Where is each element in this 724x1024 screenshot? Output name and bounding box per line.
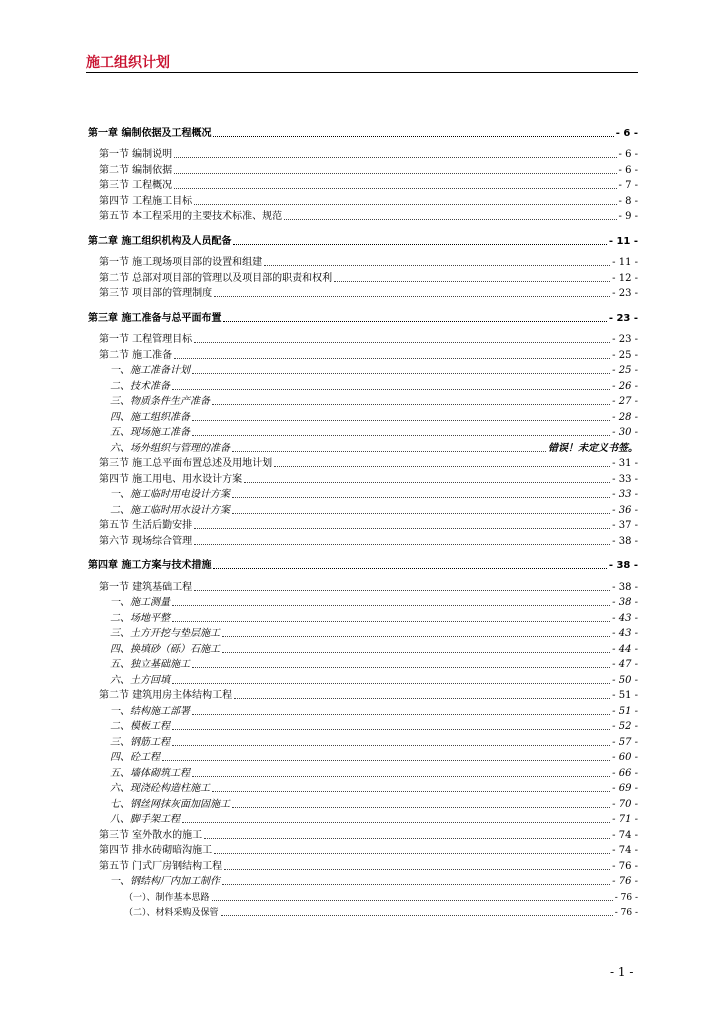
toc-leader-dots	[334, 281, 610, 282]
toc-entry-label: 第二章 施工组织机构及人员配备	[88, 235, 232, 247]
toc-entry-page: - 38 -	[612, 535, 638, 547]
toc-leader-dots	[204, 838, 610, 839]
toc-leader-dots	[192, 435, 610, 436]
toc-entry-page: - 60 -	[612, 752, 638, 763]
toc-leader-dots	[233, 244, 606, 245]
toc-entry-label: 六、场外组织与管理的准备	[110, 442, 230, 454]
toc-entry-page: - 33 -	[612, 473, 638, 485]
toc-leader-dots	[224, 869, 610, 870]
toc-entry-page: - 38 -	[608, 560, 638, 571]
toc-entry-page: - 8 -	[618, 195, 638, 207]
toc-leader-dots	[212, 791, 610, 792]
toc-entry-label: 一、钢结构厂内加工制作	[110, 876, 220, 887]
toc-entry-sub[interactable]	[88, 439, 638, 455]
toc-entry-page: - 25 -	[612, 365, 638, 376]
toc-entry-label: 第一节 施工现场项目部的设置和组建	[99, 257, 263, 268]
toc-leader-dots	[214, 853, 610, 854]
toc-entry-sub[interactable]	[88, 749, 638, 765]
toc-entry-page: - 30 -	[612, 427, 638, 438]
toc-entry-sub[interactable]	[88, 594, 638, 610]
toc-entry-section[interactable]	[88, 687, 638, 703]
toc-leader-dots	[174, 157, 616, 158]
toc-entry-page: - 47 -	[612, 659, 638, 670]
toc-entry-label: 五、现场施工准备	[110, 427, 190, 438]
toc-entry-label: 四、换填砂（砾）石施工	[110, 643, 220, 655]
toc-entry-page: - 43 -	[612, 628, 638, 639]
toc-entry-sub[interactable]	[88, 393, 638, 409]
toc-leader-dots	[172, 621, 610, 622]
toc-entry-label: 一、结构施工部署	[110, 705, 190, 717]
toc-leader-dots	[222, 652, 610, 653]
toc-entry-section[interactable]	[88, 177, 638, 193]
toc-leader-dots	[264, 265, 610, 266]
toc-entry-label: （一）、制作基本思路	[124, 892, 210, 903]
toc-entry-section[interactable]	[88, 331, 638, 347]
toc-entry-subsub[interactable]	[88, 904, 638, 920]
toc-entry-label: 一、施工临时用电设计方案	[110, 489, 230, 500]
toc-entry-section[interactable]	[88, 254, 638, 270]
toc-entry-page: - 11 -	[608, 235, 638, 247]
toc-entry-label: 五、独立基础施工	[110, 659, 190, 670]
toc-entry-page: - 66 -	[612, 767, 638, 779]
toc-leader-dots	[194, 528, 610, 529]
toc-entry-page: - 7 -	[618, 180, 638, 191]
toc-entry-page: - 76 -	[614, 892, 638, 903]
toc-leader-dots	[221, 915, 613, 916]
toc-entry-label: 第一节 编制说明	[99, 149, 173, 160]
toc-entry-page: - 12 -	[612, 272, 638, 284]
toc-entry-page: - 38 -	[612, 581, 638, 593]
toc-leader-dots	[172, 745, 610, 746]
toc-entry-label: 六、现浇砼构造柱施工	[110, 783, 210, 794]
toc-entry-label: 第三节 室外散水的施工	[99, 829, 203, 841]
toc-entry-sub[interactable]	[88, 733, 638, 749]
toc-entry-label: 第一章 编制依据及工程概况	[88, 127, 212, 139]
toc-entry-label: 一、施工测量	[110, 597, 170, 608]
toc-entry-page: - 36 -	[612, 504, 638, 516]
toc-entry-label: 第一节 工程管理目标	[99, 334, 193, 345]
toc-entry-error-text: 错误！未定义书签。	[548, 442, 638, 454]
toc-entry-sub[interactable]	[88, 424, 638, 440]
toc-entry-label: 二、模板工程	[110, 721, 170, 732]
toc-leader-dots	[162, 760, 610, 761]
toc-entry-chapter[interactable]	[88, 124, 638, 140]
toc-entry-sub[interactable]	[88, 486, 638, 502]
toc-entry-section[interactable]	[88, 857, 638, 873]
toc-entry-label: 第六节 现场综合管理	[99, 535, 193, 547]
toc-entry-sub[interactable]	[88, 362, 638, 378]
toc-entry-page: - 27 -	[612, 396, 638, 407]
toc-entry-section[interactable]	[88, 532, 638, 548]
toc-leader-dots	[172, 729, 610, 730]
toc-entry-section[interactable]	[88, 269, 638, 285]
toc-entry-sub[interactable]	[88, 764, 638, 780]
toc-entry-page: - 6 -	[615, 127, 638, 139]
toc-entry-page: - 6 -	[618, 149, 638, 160]
toc-entry-sub[interactable]	[88, 377, 638, 393]
toc-leader-dots	[192, 714, 610, 715]
toc-leader-dots	[174, 188, 616, 189]
toc-entry-section[interactable]	[88, 470, 638, 486]
toc-entry-label: 第三节 施工总平面布置总述及用地计划	[99, 458, 273, 469]
toc-entry-section[interactable]	[88, 842, 638, 858]
toc-entry-page: - 70 -	[612, 798, 638, 810]
toc-entry-page: - 57 -	[612, 736, 638, 748]
toc-leader-dots	[222, 636, 610, 637]
toc-entry-label: 四、砼工程	[110, 752, 160, 763]
toc-leader-dots	[213, 136, 613, 137]
toc-entry-sub[interactable]	[88, 702, 638, 718]
toc-leader-dots	[172, 389, 610, 390]
toc-entry-page: - 28 -	[612, 411, 638, 423]
toc-entry-page: - 76 -	[614, 908, 638, 918]
toc-entry-page: - 74 -	[612, 829, 638, 841]
toc-entry-label: 第三节 工程概况	[99, 180, 173, 191]
toc-entry-page: - 31 -	[612, 458, 638, 469]
toc-entry-label: 第二节 施工准备	[99, 349, 173, 361]
toc-entry-label: 三、钢筋工程	[110, 736, 170, 748]
toc-entry-label: 五、墙体砌筑工程	[110, 767, 190, 779]
toc-leader-dots	[214, 296, 610, 297]
toc-entry-label: 二、技术准备	[110, 380, 170, 392]
toc-entry-page: - 71 -	[612, 814, 638, 825]
toc-entry-label: 第五节 本工程采用的主要技术标准、规范	[99, 211, 283, 222]
toc-leader-dots	[174, 358, 610, 359]
toc-leader-dots	[284, 219, 616, 220]
toc-entry-page: - 51 -	[612, 690, 638, 701]
table-of-contents	[88, 124, 638, 919]
toc-entry-page: - 52 -	[612, 721, 638, 732]
toc-leader-dots	[194, 590, 610, 591]
toc-entry-page: - 69 -	[612, 783, 638, 794]
toc-entry-label: 一、施工准备计划	[110, 365, 190, 376]
toc-entry-section[interactable]	[88, 161, 638, 177]
page-header-title: 施工组织计划	[86, 55, 170, 71]
toc-leader-dots	[274, 466, 610, 467]
toc-leader-dots	[194, 544, 610, 545]
toc-entry-label: 二、场地平整	[110, 612, 170, 624]
toc-leader-dots	[212, 404, 610, 405]
toc-leader-dots	[223, 321, 606, 322]
toc-entry-section[interactable]	[88, 146, 638, 162]
toc-entry-section[interactable]	[88, 346, 638, 362]
toc-entry-label: 四、施工组织准备	[110, 411, 190, 423]
toc-entry-label: 第四节 工程施工目标	[99, 195, 193, 207]
toc-entry-label: 二、施工临时用水设计方案	[110, 504, 230, 516]
toc-entry-label: 八、脚手架工程	[110, 814, 180, 825]
toc-entry-label: 第三节 项目部的管理制度	[99, 288, 213, 299]
toc-entry-label: 第五节 生活后勤安排	[99, 520, 193, 531]
toc-entry-section[interactable]	[88, 285, 638, 301]
toc-entry-label: （二）、材料采购及保管	[124, 908, 219, 918]
toc-entry-chapter[interactable]	[88, 309, 638, 325]
toc-entry-page: - 26 -	[612, 380, 638, 392]
toc-leader-dots	[174, 173, 616, 174]
toc-entry-page: - 37 -	[612, 520, 638, 531]
toc-entry-sub[interactable]	[88, 671, 638, 687]
toc-entry-label: 第四节 排水砖砌暗沟施工	[99, 845, 213, 856]
toc-entry-page: - 50 -	[612, 674, 638, 686]
toc-entry-page: - 23 -	[612, 288, 638, 299]
toc-entry-label: 三、土方开挖与垫层施工	[110, 628, 220, 639]
toc-entry-section[interactable]	[88, 578, 638, 594]
toc-entry-page: - 11 -	[612, 257, 638, 268]
toc-entry-sub[interactable]	[88, 656, 638, 672]
toc-leader-dots	[232, 807, 610, 808]
header-divider	[86, 72, 638, 73]
toc-entry-sub[interactable]	[88, 501, 638, 517]
toc-leader-dots	[232, 513, 610, 514]
toc-leader-dots	[234, 698, 610, 699]
toc-entry-section[interactable]	[88, 455, 638, 471]
toc-leader-dots	[244, 482, 610, 483]
toc-entry-chapter[interactable]	[88, 232, 638, 248]
toc-entry-page: - 9 -	[618, 211, 638, 222]
toc-leader-dots	[194, 342, 610, 343]
toc-leader-dots	[192, 667, 610, 668]
toc-entry-section[interactable]	[88, 826, 638, 842]
toc-entry-label: 第五节 门式厂房钢结构工程	[99, 860, 223, 872]
toc-entry-label: 第三章 施工准备与总平面布置	[88, 312, 222, 324]
toc-entry-sub[interactable]	[88, 718, 638, 734]
toc-entry-label: 第二节 总部对项目部的管理以及项目部的职责和权利	[99, 272, 333, 284]
toc-entry-sub[interactable]	[88, 780, 638, 796]
toc-entry-section[interactable]	[88, 192, 638, 208]
toc-entry-section[interactable]	[88, 517, 638, 533]
toc-entry-label: 第二节 编制依据	[99, 164, 173, 176]
toc-leader-dots	[232, 497, 610, 498]
toc-leader-dots	[172, 605, 610, 606]
toc-entry-sub[interactable]	[88, 609, 638, 625]
toc-entry-sub[interactable]	[88, 408, 638, 424]
toc-entry-page: - 44 -	[612, 643, 638, 655]
toc-entry-sub[interactable]	[88, 811, 638, 827]
toc-entry-page: - 6 -	[618, 164, 638, 176]
toc-leader-dots	[194, 204, 616, 205]
toc-leader-dots	[192, 420, 610, 421]
page-number: - 1 -	[610, 965, 634, 979]
toc-entry-label: 第一节 建筑基础工程	[99, 581, 193, 593]
toc-entry-page: - 23 -	[612, 334, 638, 345]
toc-entry-label: 第四节 施工用电、用水设计方案	[99, 473, 243, 485]
toc-entry-page: - 33 -	[612, 489, 638, 500]
toc-leader-dots	[192, 373, 610, 374]
toc-entry-page: - 25 -	[612, 349, 638, 361]
toc-leader-dots	[182, 822, 610, 823]
toc-entry-sub[interactable]	[88, 795, 638, 811]
toc-leader-dots	[213, 568, 606, 569]
toc-leader-dots	[172, 683, 610, 684]
toc-entry-subsub[interactable]	[88, 888, 638, 904]
toc-leader-dots	[212, 900, 613, 901]
toc-entry-label: 第二节 建筑用房主体结构工程	[99, 690, 233, 701]
toc-entry-page: - 76 -	[612, 860, 638, 872]
toc-entry-page: - 43 -	[612, 612, 638, 624]
toc-entry-page: - 38 -	[612, 597, 638, 608]
toc-entry-page: - 74 -	[612, 845, 638, 856]
toc-entry-label: 三、物质条件生产准备	[110, 396, 210, 407]
toc-leader-dots	[232, 451, 546, 452]
toc-entry-sub[interactable]	[88, 625, 638, 641]
toc-leader-dots	[192, 776, 610, 777]
toc-entry-page: - 23 -	[608, 312, 638, 324]
toc-entry-label: 七、钢丝网抹灰面加固施工	[110, 798, 230, 810]
toc-entry-sub[interactable]	[88, 873, 638, 889]
toc-entry-page: - 51 -	[612, 705, 638, 717]
toc-leader-dots	[222, 884, 610, 885]
toc-entry-label: 第四章 施工方案与技术措施	[88, 560, 212, 571]
toc-entry-section[interactable]	[88, 208, 638, 224]
toc-entry-chapter[interactable]	[88, 557, 638, 573]
toc-entry-sub[interactable]	[88, 640, 638, 656]
toc-entry-label: 六、土方回填	[110, 674, 170, 686]
toc-entry-page: - 76 -	[612, 876, 638, 887]
